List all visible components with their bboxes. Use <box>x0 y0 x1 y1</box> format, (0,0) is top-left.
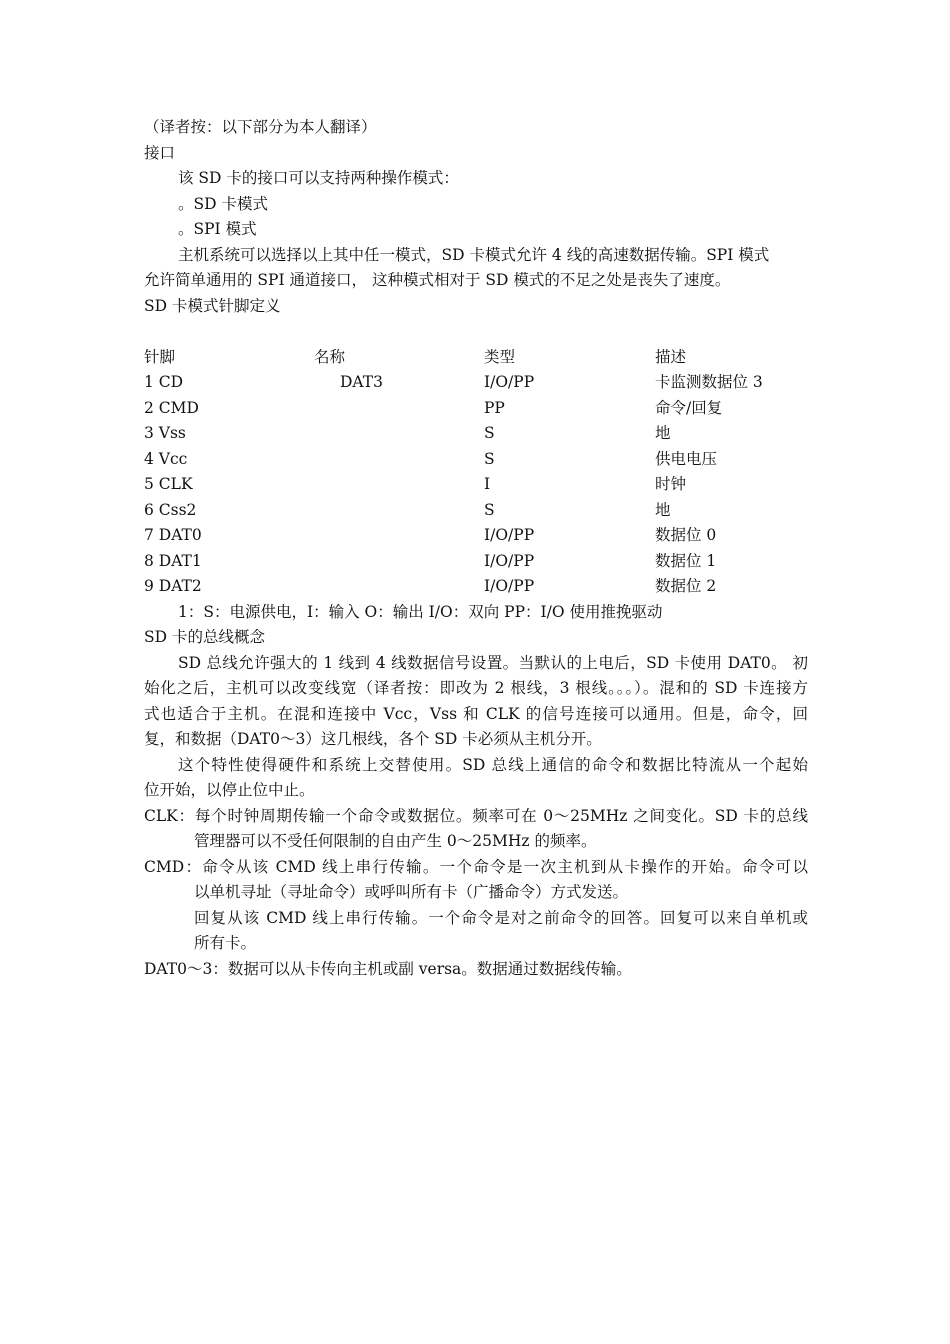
paragraph-modes-line: 主机系统可以选择以上其中任一模式，SD 卡模式允许 4 线的高速数据传输。SPI 模式 <box>178 245 770 264</box>
type-cell: I <box>484 475 491 493</box>
clk-definition-line: CLK：每个时钟周期传输一个命令或数据位。频率可在 0～25MHz 之间变化。SD 卡的总线 <box>144 806 808 825</box>
desc-cell: 供电电压 <box>655 449 718 468</box>
pin-table <box>144 345 808 600</box>
type-cell: PP <box>484 398 505 417</box>
pin-cell: 2 CMD <box>144 398 199 417</box>
pin-cell: 5 CLK <box>144 475 193 493</box>
bus-paragraph-line: 这个特性使得硬件和系统上交替使用。SD 总线上通信的命令和数据比特流从一个起始 <box>178 755 808 774</box>
mode-sd-item: 。SD 卡模式 <box>178 194 268 213</box>
cmd-definition-line: 回复从该 CMD 线上串行传输。一个命令是对之前命令的回答。回复可以来自单机或 <box>194 908 808 927</box>
desc-cell: 卡监测数据位 3 <box>655 373 763 391</box>
pin-type-legend: 1：S：电源供电，I：输入 O：输出 I/O：双向 PP：I/O 使用推挽驱动 <box>178 602 663 621</box>
spacer <box>144 319 808 345</box>
pin-cell: 6 Css2 <box>144 500 197 519</box>
pin-table-row <box>144 396 808 422</box>
desc-cell: 数据位 0 <box>655 526 717 544</box>
heading-bus-concept: SD 卡的总线概念 <box>144 628 265 646</box>
pin-table-row <box>144 498 808 524</box>
modes-intro: 该 SD 卡的接口可以支持两种操作模式： <box>178 169 459 187</box>
type-cell: I/O/PP <box>484 373 535 391</box>
name-cell: DAT3 <box>340 373 383 391</box>
pin-table-header <box>144 345 808 371</box>
cmd-definition-line: 以单机寻址（寻址命令）或呼叫所有卡（广播命令）方式发送。 <box>194 883 629 901</box>
pin-table-row <box>144 549 808 575</box>
type-cell: I/O/PP <box>484 526 535 544</box>
type-cell: I/O/PP <box>484 577 535 595</box>
header-desc: 描述 <box>655 347 687 366</box>
pin-cell: 8 DAT1 <box>144 551 202 570</box>
pin-table-row <box>144 421 808 447</box>
pin-cell: 4 Vcc <box>144 449 188 468</box>
mode-spi-item: 。SPI 模式 <box>178 220 257 238</box>
type-cell: S <box>484 500 495 519</box>
cmd-definition-line: 所有卡。 <box>194 934 257 952</box>
bus-paragraph-line: 复，和数据（DAT0～3）这几根线，各个 SD 卡必须从主机分开。 <box>144 730 602 748</box>
type-cell: S <box>484 424 495 442</box>
bus-paragraph-line: SD 总线允许强大的 1 线到 4 线数据信号设置。当默认的上电后，SD 卡使用 DAT0。 初 <box>178 653 808 672</box>
desc-cell: 时钟 <box>655 475 687 493</box>
desc-cell: 数据位 1 <box>655 551 717 570</box>
pin-cell: 3 Vss <box>144 424 186 442</box>
bus-paragraph-line: 始化之后，主机可以改变线宽（译者按：即改为 2 根线，3 根线。。。）。混和的 SD 卡连接方 <box>144 679 808 697</box>
heading-interface: 接口 <box>144 143 176 162</box>
dat-definition-line: DAT0～3：数据可以从卡传向主机或副 versa。数据通过数据线传输。 <box>144 959 632 978</box>
pin-cell: 1 CD <box>144 373 184 391</box>
paragraph-modes-line: 允许简单通用的 SPI 通道接口， 这种模式相对于 SD 模式的不足之处是丧失了速度。 <box>144 271 731 289</box>
bus-paragraph-line: 式也适合于主机。在混和连接中 Vcc，Vss 和 CLK 的信号连接可以通用。但是，命令，回 <box>144 704 808 723</box>
desc-cell: 命令/回复 <box>655 398 723 417</box>
translator-note: （译者按：以下部分为本人翻译） <box>144 118 377 136</box>
desc-cell: 数据位 2 <box>655 577 717 595</box>
clk-definition-line: 管理器可以不受任何限制的自由产生 0～25MHz 的频率。 <box>194 832 597 850</box>
pin-table-row <box>144 472 808 498</box>
cmd-definition-line: CMD：命令从该 CMD 线上串行传输。一个命令是一次主机到从卡操作的开始。命令可以 <box>144 857 808 876</box>
pin-cell: 9 DAT2 <box>144 577 202 595</box>
header-name: 名称 <box>314 347 346 366</box>
pin-table-row <box>144 523 808 549</box>
pin-table-row <box>144 574 808 600</box>
desc-cell: 地 <box>655 424 671 442</box>
bus-paragraph-line: 位开始，以停止位中止。 <box>144 781 315 799</box>
document-body <box>144 115 808 982</box>
header-type: 类型 <box>484 347 516 366</box>
pin-table-row <box>144 370 808 396</box>
header-pin: 针脚 <box>144 347 176 366</box>
heading-pin-definition: SD 卡模式针脚定义 <box>144 296 281 315</box>
pin-table-row <box>144 447 808 473</box>
type-cell: S <box>484 449 495 468</box>
desc-cell: 地 <box>655 500 671 519</box>
pin-cell: 7 DAT0 <box>144 526 202 544</box>
type-cell: I/O/PP <box>484 551 535 570</box>
